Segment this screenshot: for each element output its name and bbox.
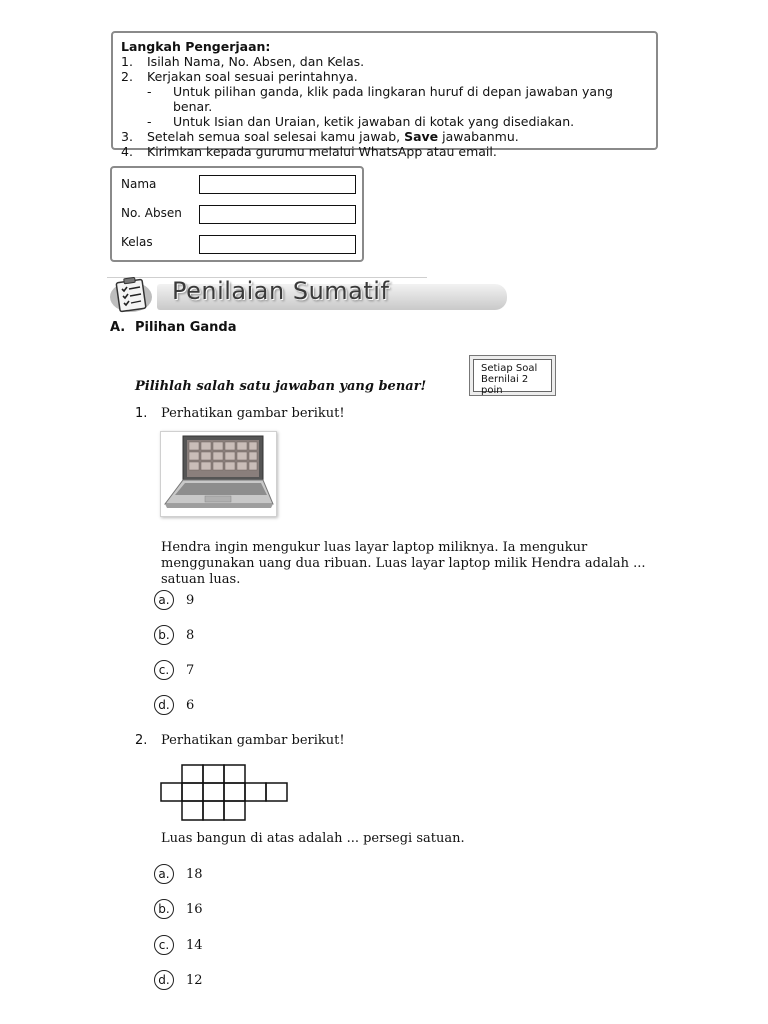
question-prompt: Perhatikan gambar berikut! bbox=[161, 406, 345, 421]
instructions-title: Langkah Pengerjaan: bbox=[121, 39, 271, 54]
save-keyword: Save bbox=[404, 129, 439, 144]
step-text: Kerjakan soal sesuai perintahnya. bbox=[147, 69, 358, 84]
identity-box bbox=[110, 166, 364, 262]
option-letter-circle[interactable]: a. bbox=[154, 864, 174, 884]
checklist-icon bbox=[109, 277, 155, 313]
substep-dash: - bbox=[147, 84, 152, 99]
section-title: Pilihan Ganda bbox=[135, 320, 237, 335]
absence-number-field[interactable] bbox=[199, 205, 356, 224]
substep-text: Untuk pilihan ganda, klik pada lingkaran huruf di depan jawaban yang benar. bbox=[173, 84, 613, 114]
answer-option[interactable] bbox=[154, 863, 203, 885]
instructions-box bbox=[111, 31, 658, 159]
option-value: 8 bbox=[186, 627, 195, 643]
step-number: 3. bbox=[121, 129, 133, 144]
question-prompt: Perhatikan gambar berikut! bbox=[161, 733, 345, 748]
step-text-part: Setelah semua soal selesai kamu jawab, bbox=[147, 129, 405, 144]
question-number: 1. bbox=[135, 406, 148, 421]
banner-title: Penilaian Sumatif bbox=[172, 277, 390, 305]
answer-option[interactable] bbox=[154, 589, 194, 611]
absence-number-label: No. Absen bbox=[121, 206, 182, 220]
option-value: 9 bbox=[186, 592, 195, 608]
substep-dash: - bbox=[147, 114, 152, 129]
step-text bbox=[147, 129, 519, 144]
option-value: 7 bbox=[186, 662, 195, 678]
score-note bbox=[469, 355, 556, 396]
instruction-substep bbox=[121, 84, 648, 114]
answer-option[interactable] bbox=[154, 624, 194, 646]
class-label: Kelas bbox=[121, 235, 153, 249]
option-letter-circle[interactable]: b. bbox=[154, 899, 174, 919]
section-heading bbox=[110, 320, 236, 335]
instruction-step bbox=[121, 144, 648, 159]
step-number: 4. bbox=[121, 144, 133, 159]
section-letter: A. bbox=[110, 320, 126, 335]
step-number: 2. bbox=[121, 69, 133, 84]
answer-option[interactable] bbox=[154, 969, 203, 991]
answer-option[interactable] bbox=[154, 898, 203, 920]
answer-option[interactable] bbox=[154, 934, 203, 956]
question-number: 2. bbox=[135, 733, 148, 748]
option-value: 12 bbox=[186, 972, 203, 988]
option-letter-circle[interactable]: a. bbox=[154, 590, 174, 610]
option-letter-circle[interactable]: d. bbox=[154, 695, 174, 715]
option-value: 6 bbox=[186, 697, 195, 713]
option-letter-circle[interactable]: c. bbox=[154, 660, 174, 680]
score-note-text: Setiap Soal Bernilai 2 poin bbox=[473, 359, 552, 392]
option-letter-circle[interactable]: b. bbox=[154, 625, 174, 645]
instruction-step bbox=[121, 129, 648, 144]
instruction-step bbox=[121, 54, 648, 69]
option-letter-circle[interactable]: d. bbox=[154, 970, 174, 990]
step-text: Isilah Nama, No. Absen, dan Kelas. bbox=[147, 54, 365, 69]
instruction-substep bbox=[121, 114, 648, 129]
laptop-icon bbox=[161, 432, 276, 516]
answer-option[interactable] bbox=[154, 659, 194, 681]
step-text: Kirimkan kepada gurumu melalui WhatsApp atau email. bbox=[147, 144, 497, 159]
option-letter-circle[interactable]: c. bbox=[154, 935, 174, 955]
option-value: 16 bbox=[186, 901, 203, 917]
name-field[interactable] bbox=[199, 175, 356, 194]
answer-instruction: Pilihlah salah satu jawaban yang benar! bbox=[135, 379, 427, 394]
question-text: Hendra ingin mengukur luas layar laptop miliknya. Ia mengukur menggunakan uang dua ribuan. Luas layar laptop milik Hendra adalah ... satuan luas. bbox=[161, 540, 646, 587]
substep-text: Untuk Isian dan Uraian, ketik jawaban di kotak yang disediakan. bbox=[173, 114, 575, 129]
step-number: 1. bbox=[121, 54, 133, 69]
answer-option[interactable] bbox=[154, 694, 194, 716]
instruction-step bbox=[121, 69, 648, 84]
name-label: Nama bbox=[121, 177, 157, 191]
step-text-part: jawabanmu. bbox=[438, 129, 519, 144]
laptop-image bbox=[160, 431, 277, 517]
question-text: Luas bangun di atas adalah ... persegi satuan. bbox=[161, 831, 465, 846]
option-value: 14 bbox=[186, 937, 203, 953]
option-value: 18 bbox=[186, 866, 203, 882]
square-grid-figure bbox=[160, 764, 290, 822]
class-field[interactable] bbox=[199, 235, 356, 254]
